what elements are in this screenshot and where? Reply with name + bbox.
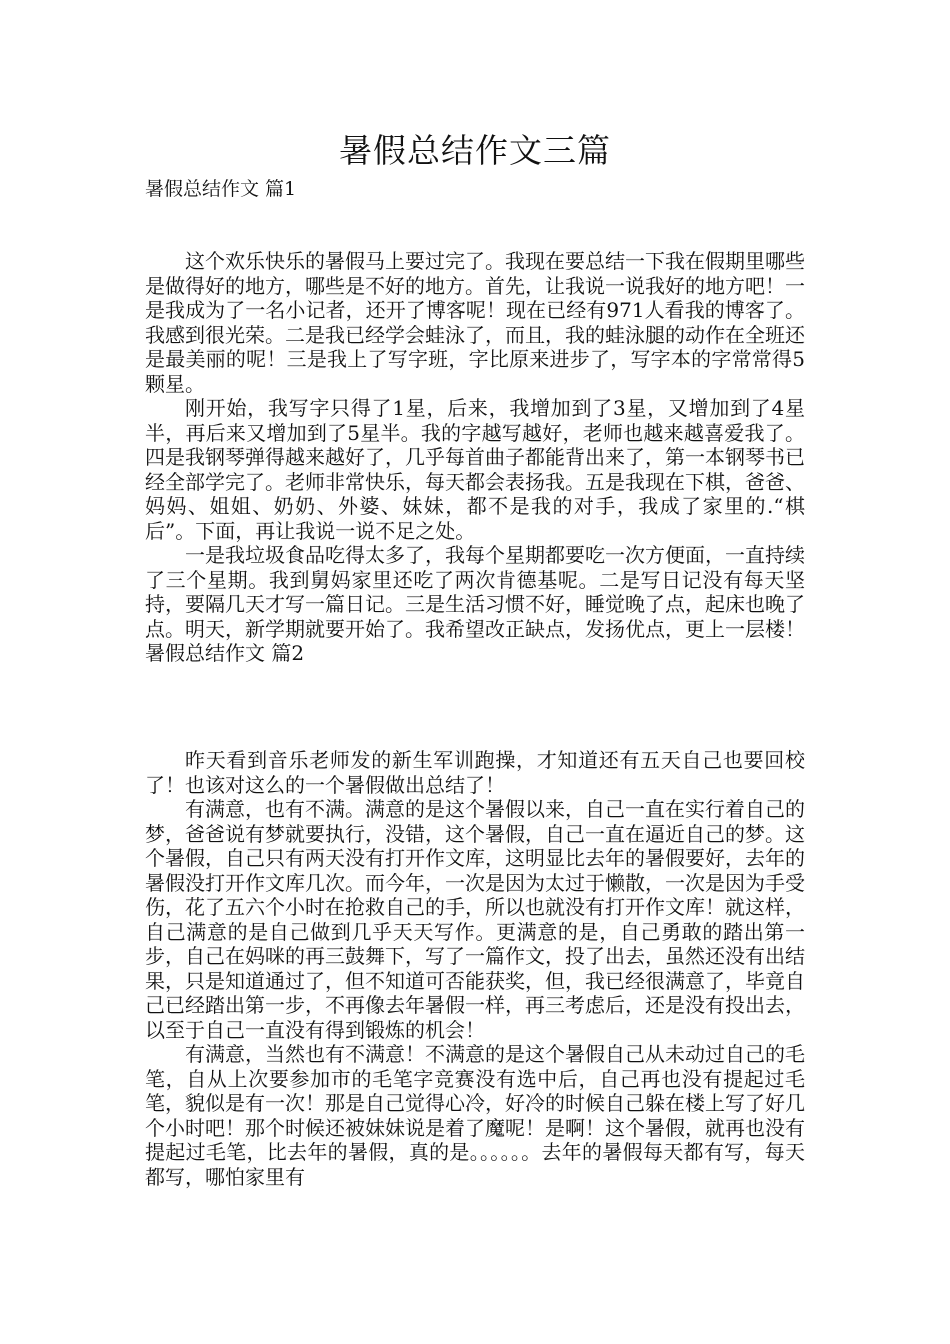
paragraph: 有满意，当然也有不满意！不满意的是这个暑假自己从未动过自己的毛笔，自从上次要参加市的毛笔字竞赛没有选中后，自己再也没有提起过毛笔，貌似是有一次！那是自己觉得心冷，好冷的时候自己躲在楼上写了好几个小时吧！那个时候还被妹妹说是着了魔呢！是啊！这个暑假，就再也没有提起过毛笔，比去年的暑假，真的是。。。。。。去年的暑假每天都有写，每天都写，哪怕家里有: [145, 1042, 805, 1189]
paragraph: 一是我垃圾食品吃得太多了，我每个星期都要吃一次方便面，一直持续了三个星期。我到舅妈家里还吃了两次肯德基呢。二是写日记没有每天坚持，要隔几天才写一篇日记。三是生活习惯不好，睡觉晚了点，起床也晚了点。明天，新学期就要开始了。我希望改正缺点，发扬优点，更上一层楼！暑假总结作文 篇2: [145, 543, 805, 665]
paragraph: 昨天看到音乐老师发的新生军训跑操，才知道还有五天自己也要回校了！也该对这么的一个暑假做出总结了！: [145, 748, 805, 797]
section-1-body: [145, 249, 805, 666]
paragraph: 这个欢乐快乐的暑假马上要过完了。我现在要总结一下我在假期里哪些是做得好的地方，哪些是不好的地方。首先，让我说一说我好的地方吧！一是我成为了一名小记者，还开了博客呢！现在已经有971人看我的博客了。我感到很光荣。二是我已经学会蛙泳了，而且，我的蛙泳腿的动作在全班还是最美丽的呢！三是我上了写字班，字比原来进步了，写字本的字常常得5颗星。: [145, 249, 805, 396]
document-title: 暑假总结作文三篇: [339, 131, 611, 170]
section-heading-1: 暑假总结作文 篇1: [145, 178, 297, 200]
section-2-body: [145, 748, 805, 1189]
paragraph: 刚开始，我写字只得了1星，后来，我增加到了3星，又增加到了4星半，再后来又增加到了5星半。我的字越写越好，老师也越来越喜爱我了。四是我钢琴弹得越来越好了，几乎每首曲子都能背出来了，第一本钢琴书已经全部学完了。老师非常快乐，每天都会表扬我。五是我现在下棋，爸爸、妈妈、姐姐、奶奶、外婆、妹妹，都不是我的对手，我成了家里的.“棋后”。下面，再让我说一说不足之处。: [145, 396, 805, 543]
paragraph: 有满意，也有不满。满意的是这个暑假以来，自己一直在实行着自己的梦，爸爸说有梦就要执行，没错，这个暑假，自己一直在逼近自己的梦。这个暑假，自己只有两天没有打开作文库，这明显比去年的暑假要好，去年的暑假没打开作文库几次。而今年，一次是因为太过于懒散，一次是因为手受伤，花了五六个小时在抢救自己的手，所以也就没有打开作文库！就这样，自己满意的是自己做到几乎天天写作。更满意的是，自己勇敢的踏出第一步，自己在妈咪的再三鼓舞下，写了一篇作文，投了出去，虽然还没有出结果，只是知道通过了，但不知道可否能获奖，但，我已经很满意了，毕竟自己已经踏出第一步，不再像去年暑假一样，再三考虑后，还是没有投出去，以至于自己一直没有得到锻炼的机会！: [145, 797, 805, 1042]
